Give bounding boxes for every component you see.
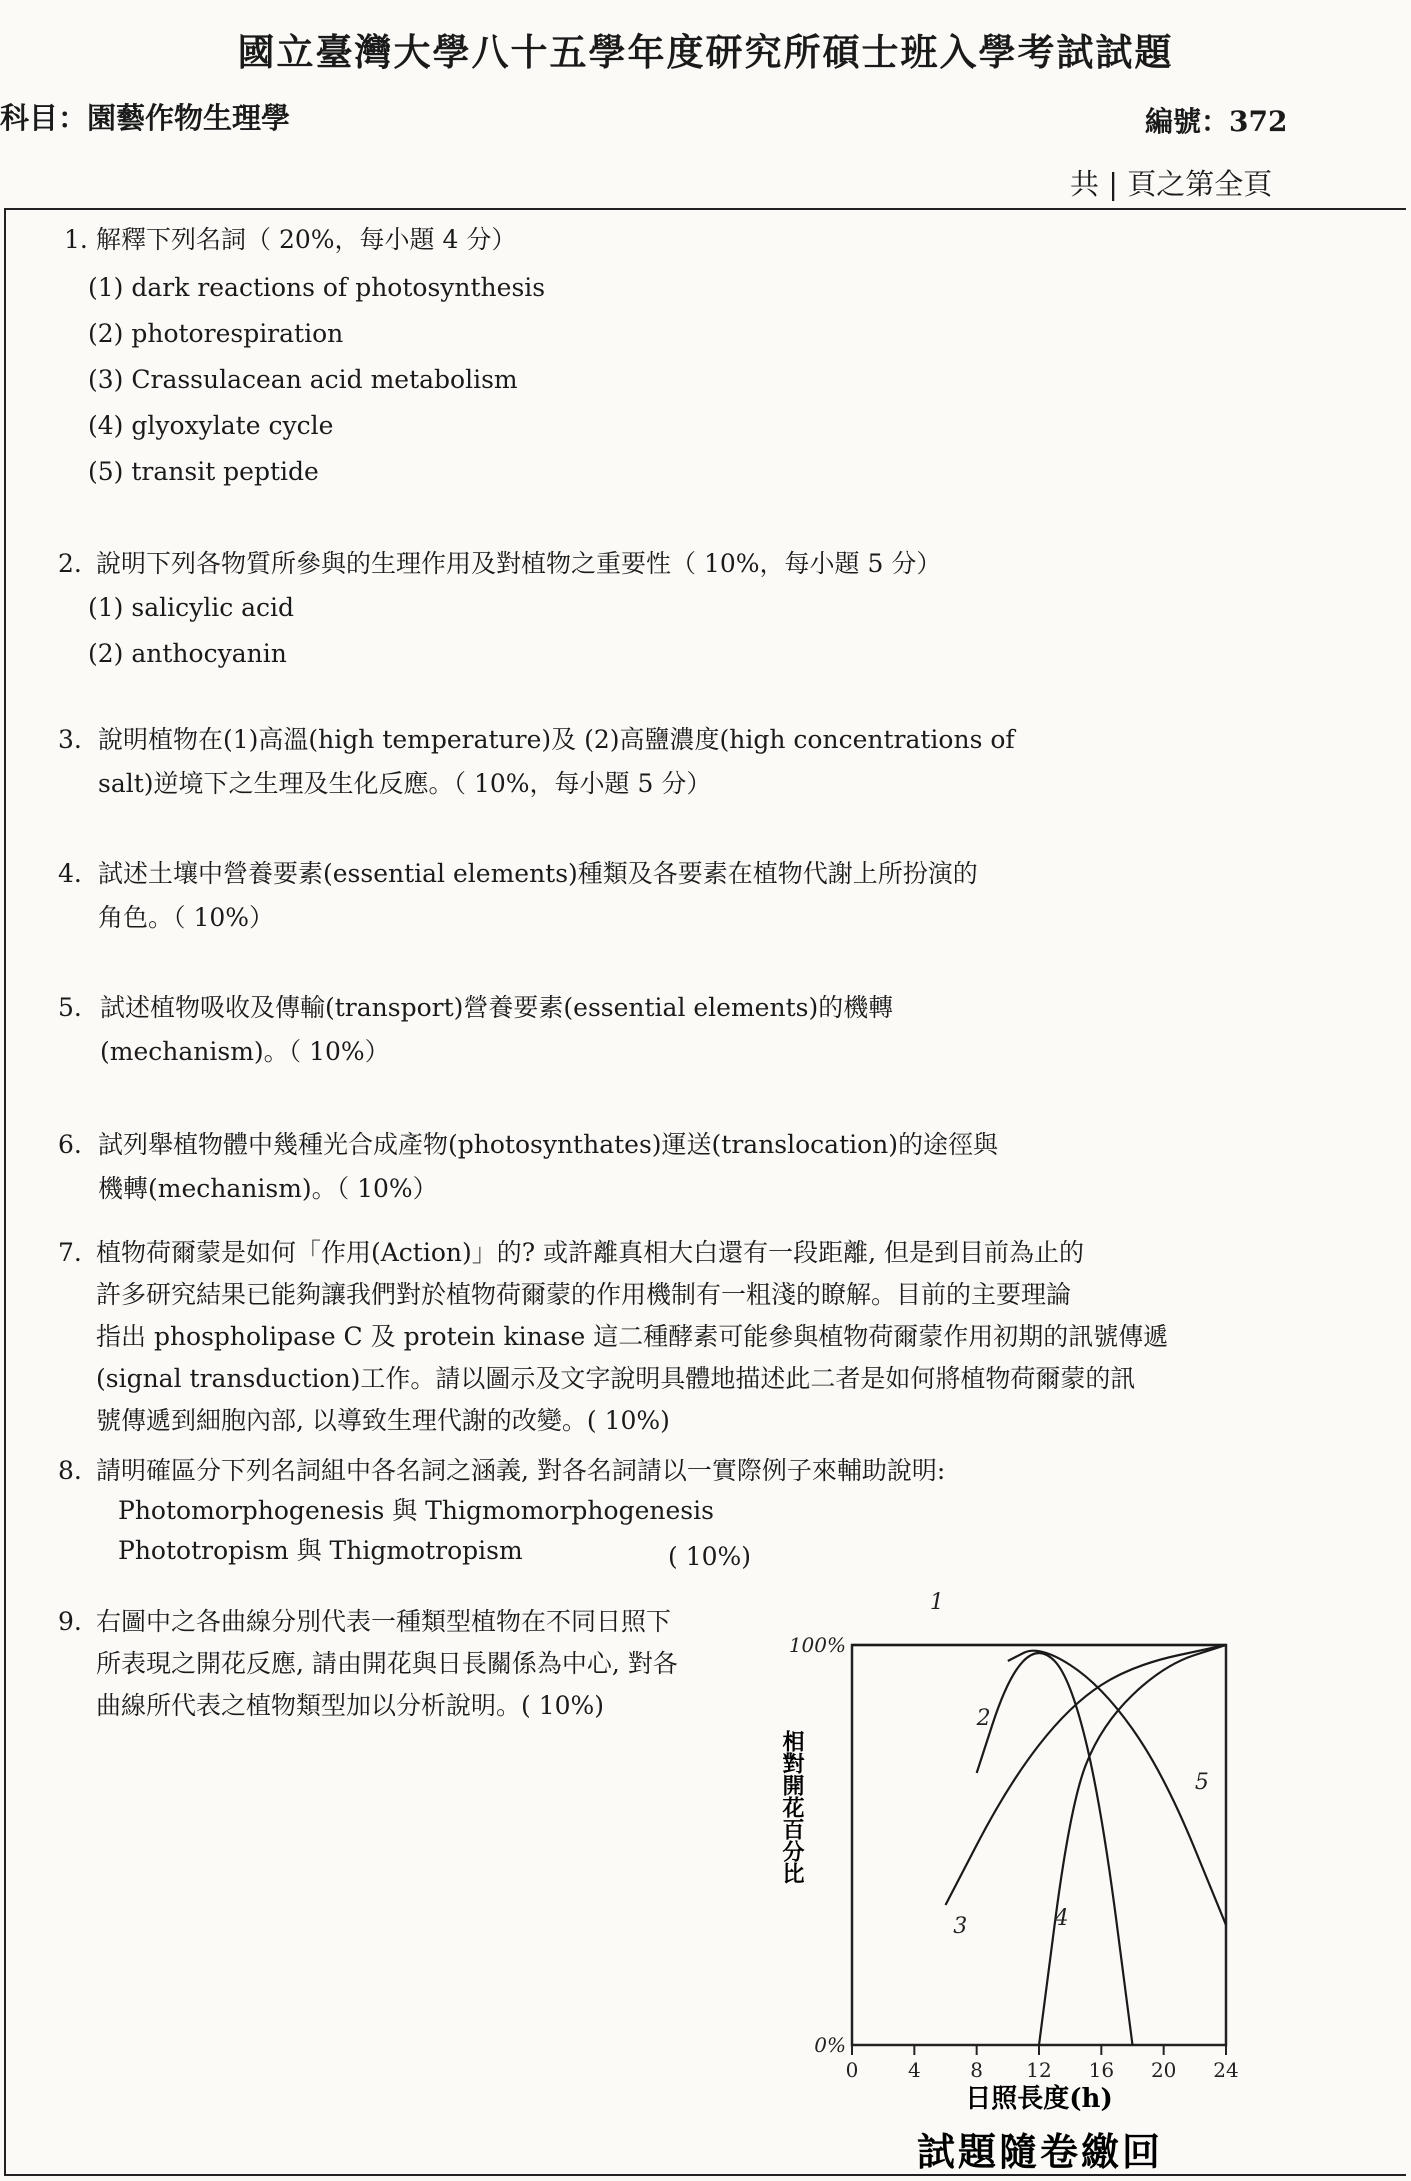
plot-frame (852, 1645, 1226, 2045)
question-number: 6. (58, 1130, 82, 1159)
question-4 (58, 852, 978, 940)
question-line: 試述植物吸收及傳輸(transport)營養要素(essential elements)的機轉 (100, 993, 894, 1022)
list-item: (2) anthocyanin (88, 639, 287, 668)
question-6 (58, 1123, 998, 1211)
series-curve-3 (946, 1645, 1227, 1905)
x-tick-label: 16 (1088, 2058, 1115, 2082)
list-item: (4) glyoxylate cycle (88, 411, 334, 440)
question-number: 9. (58, 1607, 82, 1636)
question-9 (58, 1601, 678, 1727)
question-number: 1. (64, 225, 88, 254)
question-number: 2. (58, 549, 82, 578)
question-3 (58, 718, 1015, 806)
question-line: 所表現之開花反應, 請由開花與日長關係為中心, 對各 (96, 1649, 678, 1678)
score-note: ( 10%) (668, 1542, 752, 1571)
series-curve-5 (1008, 1651, 1226, 1925)
question-line: 試述土壤中營養要素(essential elements)種類及各要素在植物代謝上所扮演的 (98, 859, 978, 888)
x-tick-label: 24 (1213, 2058, 1239, 2082)
question-text: 說明下列各物質所參與的生理作用及對植物之重要性（ 10%，每小題 5 分） (96, 549, 942, 578)
x-tick-label: 0 (845, 2058, 859, 2082)
question-line: 說明植物在(1)高溫(high temperature)及 (2)高鹽濃度(high concentrations of (98, 725, 1015, 754)
question-line: 植物荷爾蒙是如何「作用(Action)」的? 或許離真相大白還有一段距離, 但是到目前為止的 (96, 1238, 1085, 1267)
question-line: 許多研究結果已能夠讓我們對於植物荷爾蒙的作用機制有一粗淺的瞭解。目前的主要理論 (96, 1280, 1072, 1309)
x-tick-label: 4 (907, 2058, 921, 2082)
question-number: 7. (58, 1238, 82, 1267)
series-curve-2 (977, 1653, 1133, 2045)
x-axis-label: 日照長度(h) (965, 2084, 1113, 2114)
y-axis-label: 相對開花百分比 (779, 1730, 805, 1884)
question-2 (58, 542, 941, 586)
question-number: 8. (58, 1456, 82, 1485)
page-count: 共 | 頁之第全頁 (1070, 167, 1273, 201)
question-line: (signal transduction)工作。請以圖示及文字說明具體地描述此二者是如何將植物荷爾蒙的訊 (96, 1364, 1136, 1393)
return-notice: 試題隨卷繳回 (916, 2129, 1164, 2174)
list-item: (1) salicylic acid (88, 593, 295, 622)
exam-code: 編號：372 (1145, 105, 1288, 138)
series-label: 5 (1194, 1770, 1209, 1795)
term-pair: Phototropism 與 Thigmotropism (118, 1536, 523, 1565)
list-item: (2) photorespiration (88, 319, 344, 348)
question-number: 3. (58, 725, 82, 754)
list-item: (1) dark reactions of photosynthesis (88, 273, 546, 302)
question-line: 曲線所代表之植物類型加以分析說明。( 10%) (96, 1691, 605, 1720)
y-tick-label: 100% (788, 1633, 846, 1657)
series-label: 2 (976, 1706, 991, 1731)
exam-title: 國立臺灣大學八十五學年度研究所碩士班入學考試試題 (237, 30, 1174, 74)
question-number: 5. (58, 993, 82, 1022)
list-item: (3) Crassulacean acid metabolism (88, 365, 518, 394)
question-line: 請明確區分下列名詞組中各名詞之涵義, 對各名詞請以一實際例子來輔助說明: (96, 1456, 946, 1485)
series-curve-4 (1039, 1645, 1226, 2045)
flowering-chart (770, 1590, 1250, 2174)
question-line: 試列舉植物體中幾種光合成產物(photosynthates)運送(translocation)的途徑與 (98, 1130, 999, 1159)
x-tick-label: 20 (1150, 2058, 1177, 2082)
x-tick-label: 12 (1026, 2058, 1052, 2082)
question-line: 角色。（ 10%） (98, 903, 275, 932)
term-pair: Photomorphogenesis 與 Thigmomorphogenesis (118, 1496, 714, 1525)
question-line: salt)逆境下之生理及生化反應。（ 10%，每小題 5 分） (98, 769, 712, 798)
question-number: 4. (58, 859, 82, 888)
question-5 (58, 986, 893, 1074)
question-7 (58, 1232, 1168, 1442)
question-text: 解釋下列名詞（ 20%，每小題 4 分） (96, 225, 517, 254)
question-1 (64, 218, 516, 262)
question-8 (58, 1451, 945, 1491)
question-line: 指出 phospholipase C 及 protein kinase 這二種酵素可能參與植物荷爾蒙作用初期的訊號傳遞 (96, 1322, 1169, 1351)
x-tick-label: 8 (970, 2058, 984, 2082)
question-line: (mechanism)。（ 10%） (100, 1037, 390, 1066)
series-label: 3 (953, 1914, 968, 1939)
series-label: 1 (929, 1590, 944, 1615)
series-label: 4 (1054, 1906, 1069, 1931)
question-line: 機轉(mechanism)。（ 10%） (98, 1174, 438, 1203)
y-tick-label: 0% (814, 2033, 846, 2057)
subject-label: 科目：園藝作物生理學 (0, 101, 291, 135)
list-item: (5) transit peptide (88, 457, 319, 486)
question-line: 右圖中之各曲線分別代表一種類型植物在不同日照下 (96, 1607, 672, 1636)
question-line: 號傳遞到細胞內部, 以導致生理代謝的改變。( 10%) (96, 1406, 670, 1435)
chart-plot-area (789, 1590, 1239, 2082)
